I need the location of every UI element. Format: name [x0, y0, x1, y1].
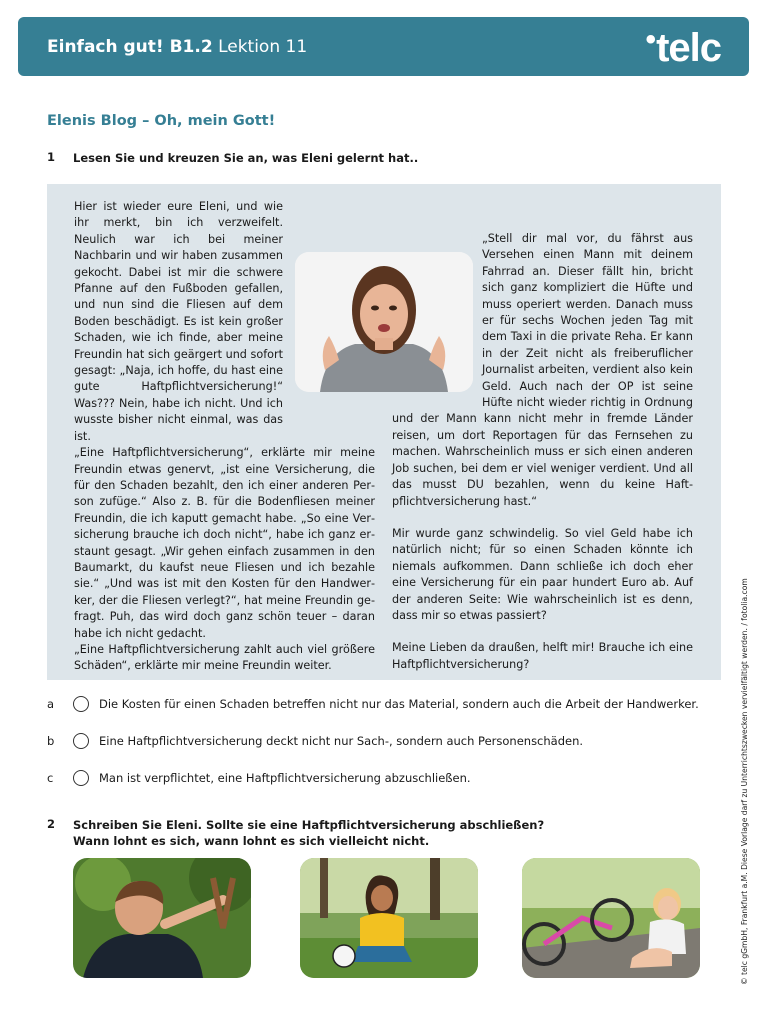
- blog-paragraph: „Stell dir mal vor, du fährst aus Versehen einen Mann mit deinem Fahrrad an. Dieser fällt hin, bricht sich ganz kompliziert die Hüfte und muss operiert werden. Danach muss er für sechs Wochen jeden Tag mit dem Taxi in die private Reha. Er kann in der Zeit nicht als freiberuflicher Journalist arbeiten, verdient also kein Geld. Auch nach der OP ist seine Hüfte nicht wieder richtig in Ordnung und der Mann kann nicht mehr in fremde Länder reisen, um dort Reportagen für das Fernsehen zu machen. Wahrscheinlich muss er sich einen anderen Job suchen, bei dem er viel weniger verdient. Und all das musst DU bezahlen, wenn du keine Haftpflichtversicherung hast.“: [392, 232, 693, 508]
- task-2-number: 2: [47, 817, 56, 831]
- header-bar: [18, 17, 749, 76]
- copyright-credit: © telc gGmbH, Frankfurt a.M. Diese Vorlage darf zu Unterrichtszwecken vervielfältigt werden. / fotolia.com: [740, 578, 749, 985]
- photo-boy-slingshot: [73, 858, 251, 978]
- blog-paragraph: Meine Lieben da draußen, helft mir! Brauche ich eine Haftpflichtversicherung?: [392, 641, 693, 671]
- option-text: Die Kosten für einen Schaden betreffen nicht nur das Material, sondern auch die Arbeit der Handwerker.: [99, 697, 699, 711]
- task-2-line-2: Wann lohnt es sich, wann lohnt es sich vielleicht nicht.: [73, 834, 430, 848]
- option-text: Eine Haftpflichtversicherung deckt nicht nur Sach-, sondern auch Personenschäden.: [99, 734, 584, 748]
- photo-girl-football: [300, 858, 478, 978]
- photo-girl-bike-fall: [522, 858, 700, 978]
- option-letter: a: [47, 697, 55, 711]
- photo-surprised-woman: [295, 252, 473, 392]
- task-1-number: 1: [47, 150, 56, 164]
- book-title: Einfach gut! B1.2: [47, 37, 213, 57]
- blog-paragraph: „Eine Haftpflichtversicherung zahlt auch viel größere Schäden“, erklärte mir meine Freundin weiter.: [74, 642, 375, 673]
- task-2-line-1: Schreiben Sie Eleni. Sollte sie eine Haftpflichtversicherung abschließen?: [73, 818, 545, 832]
- telc-logo: •telc: [645, 23, 721, 70]
- option-a-checkbox[interactable]: [73, 696, 89, 712]
- option-text: Man ist verpflichtet, eine Haftpflichtversicherung abzuschließen.: [99, 771, 471, 785]
- blog-paragraph: Hier ist wieder eure Eleni, und wie ihr merkt, bin ich verzweifelt. Neulich war ich bei meiner Nachbarin und wir haben zusammen gekocht. Dabei ist mir die schwere Pfanne auf den Fußboden gefallen, und nun sind die Fliesen auf dem Boden beschädigt. Es ist kein großer Schaden, wie ich finde, aber meine Freundin hat sich geärgert und sofort gesagt: „Naja, ich hoffe, du hast eine gute Haftpflichtversicherung!“ Was??? Nein, habe ich nicht. Und ich wusste bisher nicht einmal, was das ist.: [74, 200, 283, 443]
- option-c-checkbox[interactable]: [73, 770, 89, 786]
- blog-title: Elenis Blog – Oh, mein Gott!: [47, 113, 276, 129]
- header-title: [47, 37, 307, 57]
- lesson-label: Lektion 11: [218, 37, 308, 57]
- blog-paragraph: Mir wurde ganz schwindelig. So viel Geld habe ich natürlich nicht; für so einen Schaden könnte ich niemals aufkommen. Dann schließe ich doch eher eine Versicherung für ein paar hundert Euro ab. Auf der anderen Seite: Wie wahrscheinlich ist es denn, dass mir so etwas passiert?: [392, 526, 693, 622]
- option-b-checkbox[interactable]: [73, 733, 89, 749]
- blog-paragraph: „Eine Haftpflichtversicherung“, erklärte mir meine Freundin etwas genervt, „ist eine Versicherung, die für den Schaden bezahlt, den ich einer anderen Person zufüge.“ Also z. B. für die Bodenfliesen meiner Freundin, die ich kaputt gemacht habe. „So eine Versicherung brauche ich doch nicht“, habe ich ganz erstaunt gesagt. „Wir gehen einfach zusammen in den Baumarkt, du kaufst neue Fliesen und ich bezahle sie.“ „Und was ist mit den Kosten für den Handwerker, der die Fliesen verlegt?“, hat meine Freundin gefragt. Puh, das wird doch ganz schön teuer – daran habe ich nicht gedacht.: [74, 446, 375, 640]
- task-1-instruction: Lesen Sie und kreuzen Sie an, was Eleni gelernt hat..: [73, 151, 419, 165]
- option-letter: c: [47, 771, 54, 785]
- option-letter: b: [47, 734, 55, 748]
